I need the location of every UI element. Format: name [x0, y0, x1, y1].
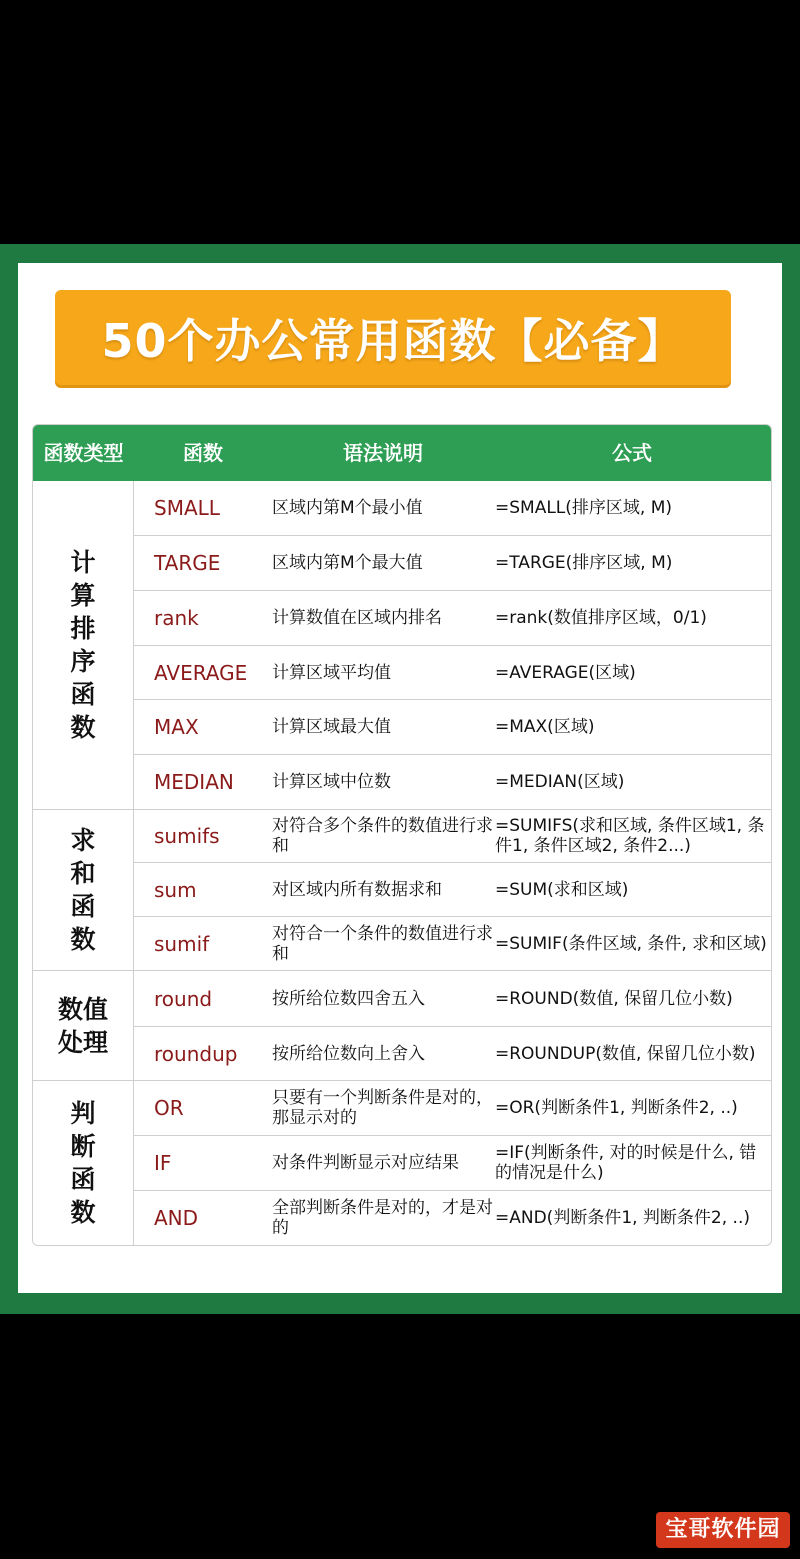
category-label: 求 和 函 数 — [70, 826, 96, 954]
table-row — [134, 1191, 771, 1245]
table-header — [33, 425, 771, 481]
category-cell — [33, 971, 134, 1081]
syntax-description: 全部判断条件是对的，才是对的 — [272, 1198, 493, 1238]
syntax-description: 区域内第M个最小值 — [272, 498, 423, 518]
function-name: AVERAGE — [154, 660, 248, 685]
category-cell — [33, 481, 134, 810]
category-cell — [33, 1081, 134, 1245]
table-row — [134, 1081, 771, 1136]
syntax-description: 计算区域平均值 — [272, 662, 391, 683]
syntax-description: 对符合一个条件的数值进行求和 — [272, 923, 493, 964]
function-name: roundup — [154, 1041, 238, 1066]
function-name: sumifs — [154, 824, 220, 848]
category-label: 计 算 排 序 函 数 — [70, 548, 96, 742]
syntax-description: 计算区域最大值 — [272, 717, 391, 737]
table-row — [134, 536, 771, 591]
functions-table — [32, 424, 772, 1246]
syntax-description: 区域内第M个最大值 — [272, 553, 423, 573]
formula: =SUM(求和区域) — [495, 879, 629, 900]
formula: =SUMIFS(求和区域, 条件区域1, 条件1, 条件区域2, 条件2...) — [495, 816, 765, 856]
table-row — [134, 917, 771, 971]
category-label: 数值 处理 — [57, 994, 108, 1057]
syntax-description: 计算区域中位数 — [272, 772, 391, 792]
formula: =SMALL(排序区域, M) — [495, 498, 673, 518]
header-syntax: 语法说明 — [343, 441, 423, 465]
syntax-description: 对区域内所有数据求和 — [272, 879, 442, 900]
table-row — [134, 700, 771, 755]
function-name: SMALL — [154, 496, 220, 520]
syntax-description: 按所给位数四舍五入 — [272, 988, 425, 1009]
function-name: IF — [154, 1151, 172, 1175]
category-cell — [33, 810, 134, 971]
formula: =ROUNDUP(数值, 保留几位小数) — [495, 1043, 756, 1064]
syntax-description: 只要有一个判断条件是对的，那显示对的 — [272, 1088, 493, 1128]
formula: =AND(判断条件1, 判断条件2, ..) — [495, 1208, 750, 1228]
watermark-logo: 宝哥软件园 — [656, 1512, 790, 1548]
table-row — [134, 591, 771, 646]
table-row — [134, 971, 771, 1027]
function-name: TARGE — [154, 551, 221, 575]
syntax-description: 对条件判断显示对应结果 — [272, 1153, 459, 1173]
table-row — [134, 1136, 771, 1191]
page-title: 50个办公常用函数【必备】 — [101, 313, 685, 368]
syntax-description: 按所给位数向上舍入 — [272, 1043, 425, 1064]
category-label: 判 断 函 数 — [70, 1099, 96, 1227]
function-name: sum — [154, 877, 197, 902]
formula: =IF(判断条件, 对的时候是什么, 错的情况是什么) — [495, 1143, 757, 1183]
header-function: 函数 — [183, 441, 223, 465]
function-name: MEDIAN — [154, 770, 234, 794]
table-row — [134, 646, 771, 700]
formula: =MEDIAN(区域) — [495, 772, 625, 792]
function-name: OR — [154, 1096, 184, 1120]
syntax-description: 计算数值在区域内排名 — [272, 608, 442, 628]
formula: =TARGE(排序区域, M) — [495, 553, 673, 573]
function-name: round — [154, 986, 213, 1011]
header-category: 函数类型 — [43, 441, 124, 465]
function-name: AND — [154, 1206, 199, 1230]
function-name: MAX — [154, 715, 199, 739]
table-row — [134, 755, 771, 810]
title-banner — [55, 290, 731, 385]
header-formula: 公式 — [612, 441, 652, 465]
formula: =OR(判断条件1, 判断条件2, ..) — [495, 1098, 738, 1118]
formula: =MAX(区域) — [495, 717, 595, 737]
formula: =rank(数值排序区域，0/1) — [495, 608, 707, 628]
formula: =ROUND(数值, 保留几位小数) — [495, 988, 733, 1009]
table-row — [134, 810, 771, 863]
table-row — [134, 481, 771, 536]
table-row — [134, 863, 771, 917]
table-row — [134, 1027, 771, 1081]
function-name: rank — [154, 606, 199, 630]
formula: =AVERAGE(区域) — [495, 662, 636, 683]
function-name: sumif — [154, 931, 210, 956]
syntax-description: 对符合多个条件的数值进行求和 — [272, 816, 493, 856]
formula: =SUMIF(条件区域, 条件, 求和区域) — [495, 933, 767, 954]
